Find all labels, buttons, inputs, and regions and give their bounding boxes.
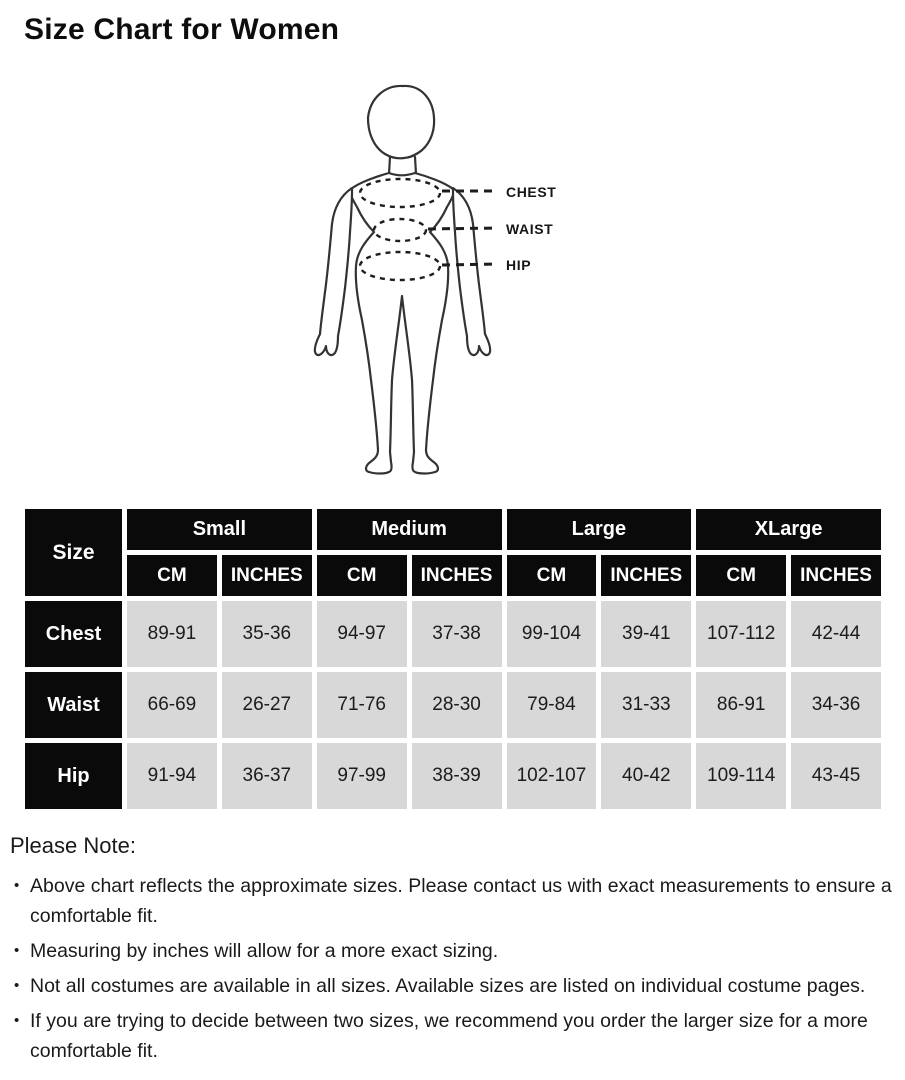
hip-small-cm: 91-94 [127,743,217,809]
corner-header-size: Size [25,509,122,596]
waist-large-cm: 79-84 [507,672,597,738]
unit-header-cm: CM [317,555,407,596]
unit-header-inches: INCHES [222,555,312,596]
waist-large-inches: 31-33 [601,672,691,738]
notes-heading: Please Note: [10,833,136,858]
figure-head [368,86,434,158]
waist-small-inches: 26-27 [222,672,312,738]
unit-header-inches: INCHES [791,555,881,596]
waist-label: WAIST [506,221,554,237]
hip-large-cm: 102-107 [507,743,597,809]
hip-label: HIP [506,257,532,273]
note-item: • Above chart reflects the approximate sizes. Please contact us with exact measurements to ensure a comfortable fit. [10,871,894,931]
unit-header-inches: INCHES [601,555,691,596]
chest-small-inches: 35-36 [222,601,312,667]
note-item: • Not all costumes are available in all sizes. Available sizes are listed on individual costume pages. [10,971,894,1001]
size-chart-table [20,504,886,814]
table-row-waist [25,672,881,738]
figure-left-arm [315,188,352,355]
chest-xlarge-cm: 107-112 [696,601,786,667]
table-row-chest [25,601,881,667]
figure-neck [389,157,416,174]
group-header-medium: Medium [317,509,502,550]
hip-xlarge-cm: 109-114 [696,743,786,809]
table-row-hip [25,743,881,809]
note-item: • If you are trying to decide between two sizes, we recommend you order the larger size for a more comfortable fit. [10,1006,894,1066]
hip-small-inches: 36-37 [222,743,312,809]
waist-medium-inches: 28-30 [412,672,502,738]
chest-large-inches: 39-41 [601,601,691,667]
group-header-small: Small [127,509,312,550]
notes-list [10,871,894,1066]
waist-small-cm: 66-69 [127,672,217,738]
chest-label: CHEST [506,184,557,200]
unit-header-cm: CM [127,555,217,596]
row-header-chest: Chest [25,601,122,667]
waist-xlarge-inches: 34-36 [791,672,881,738]
please-note-section [10,833,894,1071]
row-header-waist: Waist [25,672,122,738]
group-header-xlarge: XLarge [696,509,881,550]
chest-small-cm: 89-91 [127,601,217,667]
unit-header-cm: CM [507,555,597,596]
chest-large-cm: 99-104 [507,601,597,667]
unit-header-inches: INCHES [412,555,502,596]
hip-medium-cm: 97-99 [317,743,407,809]
hip-xlarge-inches: 43-45 [791,743,881,809]
chest-xlarge-inches: 42-44 [791,601,881,667]
page-title: Size Chart for Women [24,13,340,46]
waist-xlarge-cm: 86-91 [696,672,786,738]
woman-body-figure-svg [0,80,905,492]
body-measurement-diagram [0,80,905,492]
chest-medium-inches: 37-38 [412,601,502,667]
figure-right-arm [453,188,490,355]
waist-medium-cm: 71-76 [317,672,407,738]
waist-leader-line [428,228,498,229]
note-item: • Measuring by inches will allow for a more exact sizing. [10,936,894,966]
chest-medium-cm: 94-97 [317,601,407,667]
group-header-large: Large [507,509,692,550]
unit-header-cm: CM [696,555,786,596]
hip-medium-inches: 38-39 [412,743,502,809]
row-header-hip: Hip [25,743,122,809]
hip-large-inches: 40-42 [601,743,691,809]
size-chart-table-container [20,504,886,814]
